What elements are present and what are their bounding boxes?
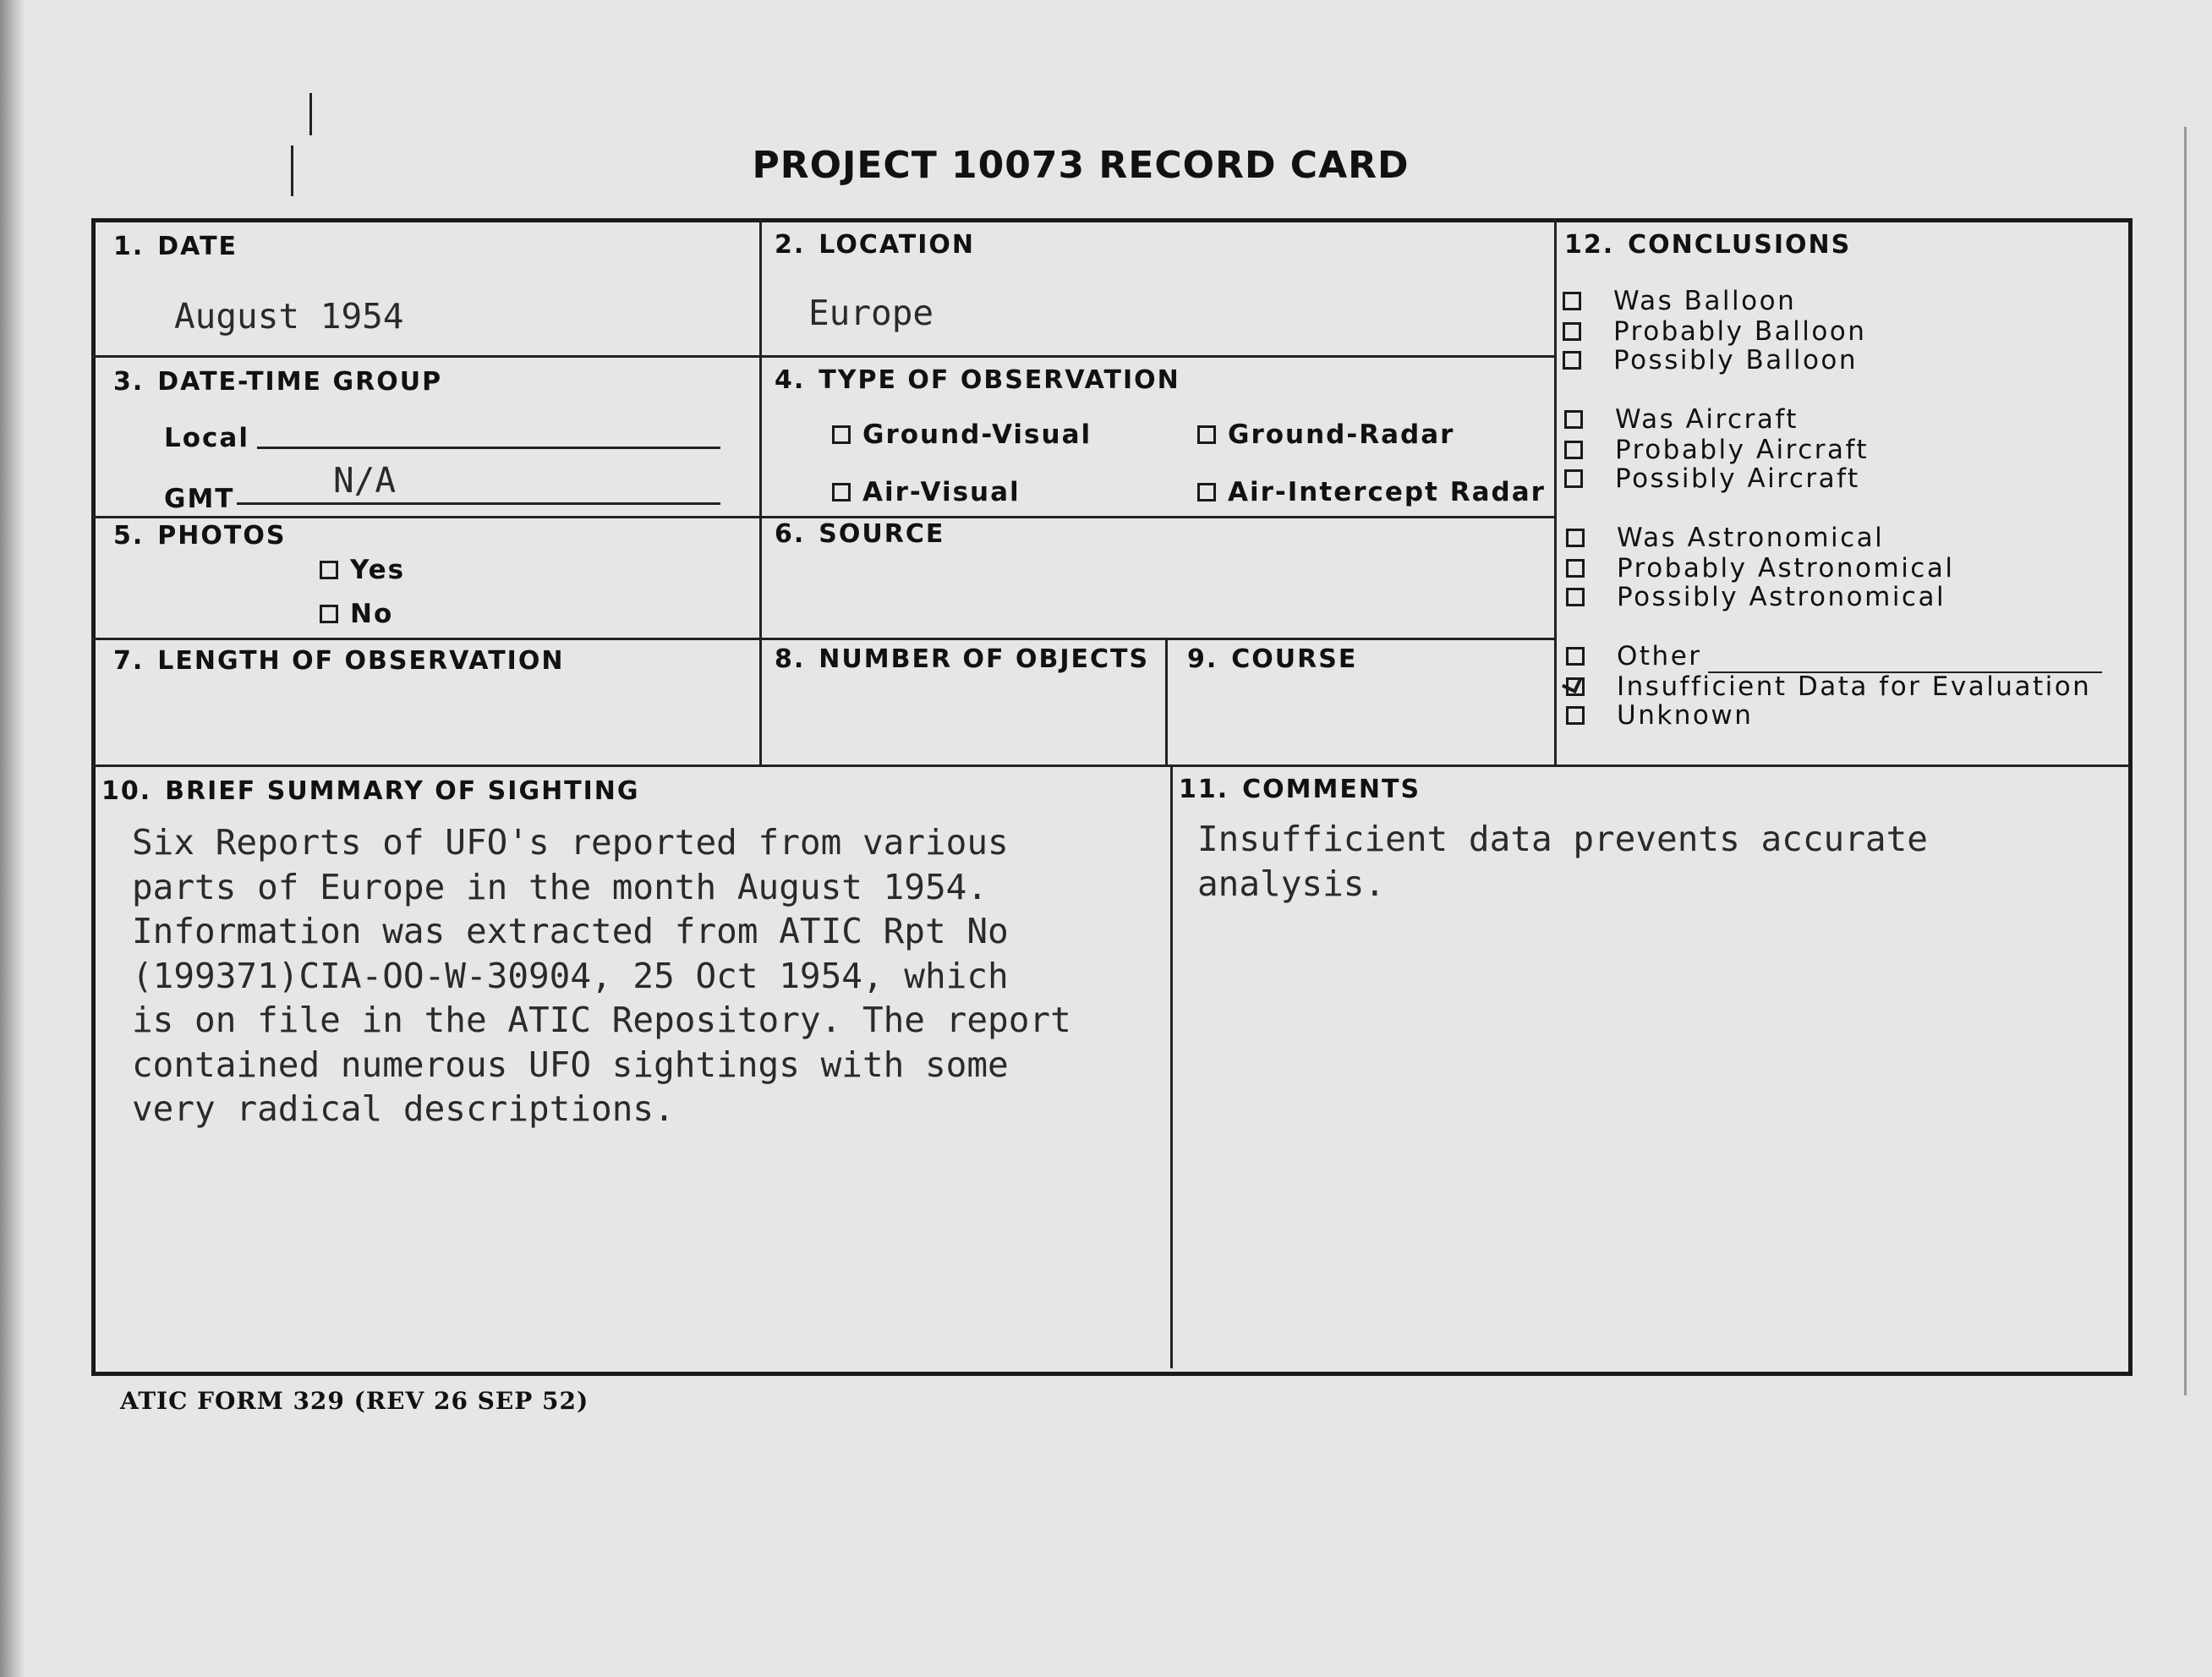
divider (91, 355, 1554, 358)
summary-line: Six Reports of UFO's reported from various (132, 822, 1009, 863)
conclusion-option-label: Was Balloon (1613, 286, 1797, 316)
summary-label (101, 776, 640, 806)
local-label: Local (164, 423, 249, 453)
comments-label (1179, 775, 1421, 804)
observation-type-num: 4. (775, 365, 806, 395)
summary-line: very radical descriptions. (132, 1088, 675, 1129)
observation-type-label-text: TYPE OF OBSERVATION (819, 365, 1180, 395)
checkbox[interactable] (320, 561, 338, 579)
conclusion-option-label: Possibly Aircraft (1615, 463, 1860, 494)
conclusion-option[interactable] (1563, 345, 1858, 375)
option-air-visual[interactable] (832, 477, 1021, 507)
page-title: PROJECT 10073 RECORD CARD (752, 144, 1410, 187)
scan-edge-shadow (0, 0, 25, 1677)
option-air-intercept-radar[interactable] (1197, 477, 1546, 507)
stray-mark (309, 93, 312, 135)
comments-num: 11. (1179, 775, 1229, 804)
checkbox[interactable] (1563, 351, 1581, 370)
conclusion-option[interactable] (1566, 641, 1702, 671)
date-value: August 1954 (174, 296, 404, 337)
summary-line: contained numerous UFO sightings with some (132, 1044, 1009, 1085)
divider (91, 765, 2129, 767)
option-photos-yes[interactable] (320, 555, 405, 585)
conclusion-option[interactable] (1563, 316, 1866, 347)
course-label-text: COURSE (1231, 644, 1358, 674)
divider (91, 516, 1554, 518)
conclusion-option[interactable] (1566, 553, 1954, 584)
objects-label-text: NUMBER OF OBJECTS (819, 644, 1150, 674)
conclusion-option-label: Possibly Astronomical (1617, 582, 1946, 612)
source-label-text: SOURCE (819, 519, 945, 549)
conclusions-num: 12. (1564, 230, 1615, 260)
conclusions-label-text: CONCLUSIONS (1628, 230, 1852, 260)
option-photos-no[interactable] (320, 599, 393, 629)
option-label: Air-Visual (862, 477, 1021, 507)
photos-label-text: PHOTOS (157, 521, 287, 551)
divider (759, 218, 762, 765)
summary-line: Information was extracted from ATIC Rpt No (132, 911, 1009, 951)
conclusion-option-label: Probably Balloon (1613, 316, 1867, 347)
divider (1165, 638, 1168, 765)
photos-label (113, 521, 286, 551)
option-label: Air-Intercept Radar (1228, 477, 1546, 507)
dtg-num: 3. (113, 367, 145, 397)
comments-line: analysis. (1197, 863, 1386, 904)
option-ground-visual[interactable] (832, 419, 1092, 450)
dtg-label (113, 367, 442, 397)
objects-num: 8. (775, 644, 806, 674)
checkbox[interactable] (1566, 529, 1585, 547)
summary-line: parts of Europe in the month August 1954. (132, 866, 988, 907)
checkbox[interactable] (1563, 322, 1581, 341)
conclusion-option[interactable] (1566, 523, 1884, 553)
conclusion-option[interactable] (1564, 463, 1860, 494)
gmt-value: N/A (333, 460, 397, 501)
summary-num: 10. (101, 776, 152, 806)
location-label (775, 230, 975, 260)
checkbox[interactable] (832, 425, 851, 444)
checkbox[interactable] (1564, 441, 1583, 459)
gmt-label: GMT (164, 484, 235, 514)
date-label (113, 232, 238, 261)
length-num: 7. (113, 646, 145, 676)
course-label (1187, 644, 1357, 674)
source-label (775, 519, 944, 549)
conclusion-option[interactable] (1564, 435, 1869, 465)
divider (1170, 765, 1173, 1368)
scan-edge-mark (2184, 127, 2187, 1395)
option-label: Ground-Radar (1228, 419, 1455, 450)
checkbox[interactable] (832, 483, 851, 501)
conclusion-option[interactable] (1566, 582, 1946, 612)
checkbox[interactable] (1566, 588, 1585, 606)
comments-line: Insufficient data prevents accurate (1197, 819, 1928, 859)
conclusion-option-label: Probably Aircraft (1615, 435, 1870, 465)
divider (1554, 218, 1557, 765)
checkbox[interactable] (320, 605, 338, 623)
conclusion-option-label: Unknown (1617, 700, 1754, 731)
conclusion-option-label: Other (1617, 641, 1702, 671)
option-label: Yes (350, 555, 406, 585)
summary-line: is on file in the ATIC Repository. The report (132, 1000, 1071, 1040)
length-label-text: LENGTH OF OBSERVATION (157, 646, 565, 676)
dtg-label-text: DATE-TIME GROUP (157, 367, 443, 397)
conclusion-option[interactable] (1566, 671, 2091, 702)
conclusion-option-label: Insufficient Data for Evaluation (1617, 671, 2092, 702)
local-field-line (257, 447, 720, 449)
checkbox[interactable] (1566, 706, 1585, 725)
record-card (91, 218, 2129, 1373)
location-value: Europe (808, 293, 934, 333)
option-label: Ground-Visual (862, 419, 1092, 450)
divider (91, 638, 1554, 640)
conclusion-option-label: Probably Astronomical (1617, 553, 1955, 584)
length-label (113, 646, 564, 676)
source-num: 6. (775, 519, 806, 549)
conclusions-label (1564, 230, 1851, 260)
conclusion-option[interactable] (1564, 404, 1799, 435)
checkbox[interactable] (1563, 292, 1581, 310)
date-num: 1. (113, 232, 145, 261)
conclusion-option[interactable] (1566, 700, 1753, 731)
photos-num: 5. (113, 521, 145, 551)
checkbox[interactable] (1197, 425, 1216, 444)
checkbox[interactable] (1564, 410, 1583, 429)
checkbox[interactable] (1197, 483, 1216, 501)
checkbox[interactable] (1564, 469, 1583, 488)
observation-type-label (775, 365, 1180, 395)
form-footer: ATIC FORM 329 (REV 26 SEP 52) (120, 1387, 589, 1415)
conclusion-option[interactable] (1563, 286, 1796, 316)
conclusion-option-label: Was Astronomical (1617, 523, 1885, 553)
summary-line: (199371)CIA-OO-W-30904, 25 Oct 1954, which (132, 955, 1009, 996)
gmt-field-line (237, 502, 720, 505)
summary-label-text: BRIEF SUMMARY OF SIGHTING (165, 776, 640, 806)
course-num: 9. (1187, 644, 1218, 674)
conclusion-option-label: Was Aircraft (1615, 404, 1799, 435)
comments-label-text: COMMENTS (1242, 775, 1421, 804)
date-label-text: DATE (157, 232, 238, 261)
checkbox[interactable] (1566, 677, 1585, 696)
location-num: 2. (775, 230, 806, 260)
objects-label (775, 644, 1149, 674)
checkbox[interactable] (1566, 559, 1585, 578)
checkbox[interactable] (1566, 647, 1585, 666)
option-label: No (350, 599, 394, 629)
conclusion-option-label: Possibly Balloon (1613, 345, 1859, 375)
location-label-text: LOCATION (819, 230, 975, 260)
option-ground-radar[interactable] (1197, 419, 1454, 450)
